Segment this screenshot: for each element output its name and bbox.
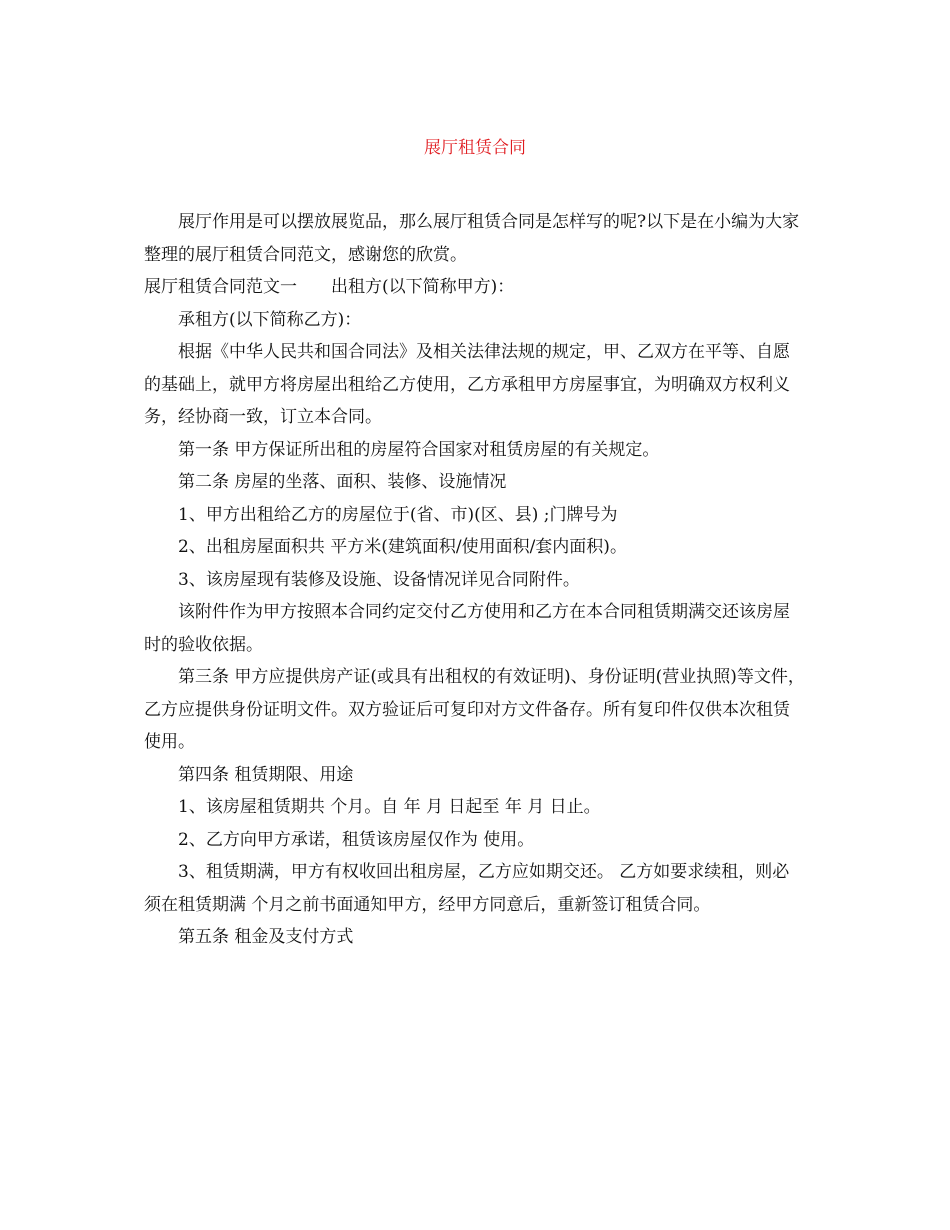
article-4-heading: 第四条 租赁期限、用途: [178, 764, 354, 785]
article-4-item-3: 3、租赁期满，甲方有权收回出租房屋，乙方应如期交还。 乙方如要求续租，则必须在租赁期满 个月之前书面通知甲方，经甲方同意后，重新签订租赁合同。: [144, 862, 790, 915]
article-4-item-2: 2、乙方向甲方承诺，租赁该房屋仅作为 使用。: [178, 829, 535, 850]
article-2-item-1: 1、甲方出租给乙方的房屋位于(省、市)(区、县) ;门牌号为: [178, 504, 618, 525]
document-title: 展厅租赁合同: [424, 138, 526, 158]
article-4-item-1: 1、该房屋租赁期共 个月。自 年 月 日起至 年 月 日止。: [178, 797, 601, 817]
sample-heading: 展厅租赁合同范文一: [144, 277, 297, 297]
article-2-item-3: 3、该房屋现有装修及设施、设备情况详见合同附件。: [178, 569, 580, 590]
lessee-line: 承租方(以下简称乙方)：: [178, 309, 362, 330]
article-1: 第一条 甲方保证所出租的房屋符合国家对租赁房屋的有关规定。: [178, 439, 660, 460]
article-2-item-2: 2、出租房屋面积共 平方米(建筑面积/使用面积/套内面积)。: [178, 537, 627, 557]
article-2-note: 该附件作为甲方按照本合同约定交付乙方使用和乙方在本合同租赁期满交还该房屋时的验收依据。: [144, 602, 790, 655]
sample-heading-line: [144, 271, 806, 304]
document-body: [144, 206, 806, 954]
article-5-heading: 第五条 租金及支付方式: [178, 927, 354, 947]
article-2-heading: 第二条 房屋的坐落、面积、装修、设施情况: [178, 472, 507, 492]
intro-paragraph: 展厅作用是可以摆放展览品，那么展厅租赁合同是怎样写的呢?以下是在小编为大家整理的展厅租赁合同范文，感谢您的欣赏。: [144, 212, 800, 265]
preamble-paragraph: 根据《中华人民共和国合同法》及相关法律法规的规定，甲、乙双方在平等、自愿的基础上，就甲方将房屋出租给乙方使用，乙方承租甲方房屋事宜，为明确双方权利义务，经协商一致，订立本合同。: [144, 342, 790, 427]
article-3: 第三条 甲方应提供房产证(或具有出租权的有效证明)、身份证明(营业执照)等文件，乙方应提供身份证明文件。双方验证后可复印对方文件备存。所有复印件仅供本次租赁使用。: [144, 667, 805, 752]
lessor-line: 出租方(以下简称甲方)：: [331, 277, 515, 297]
